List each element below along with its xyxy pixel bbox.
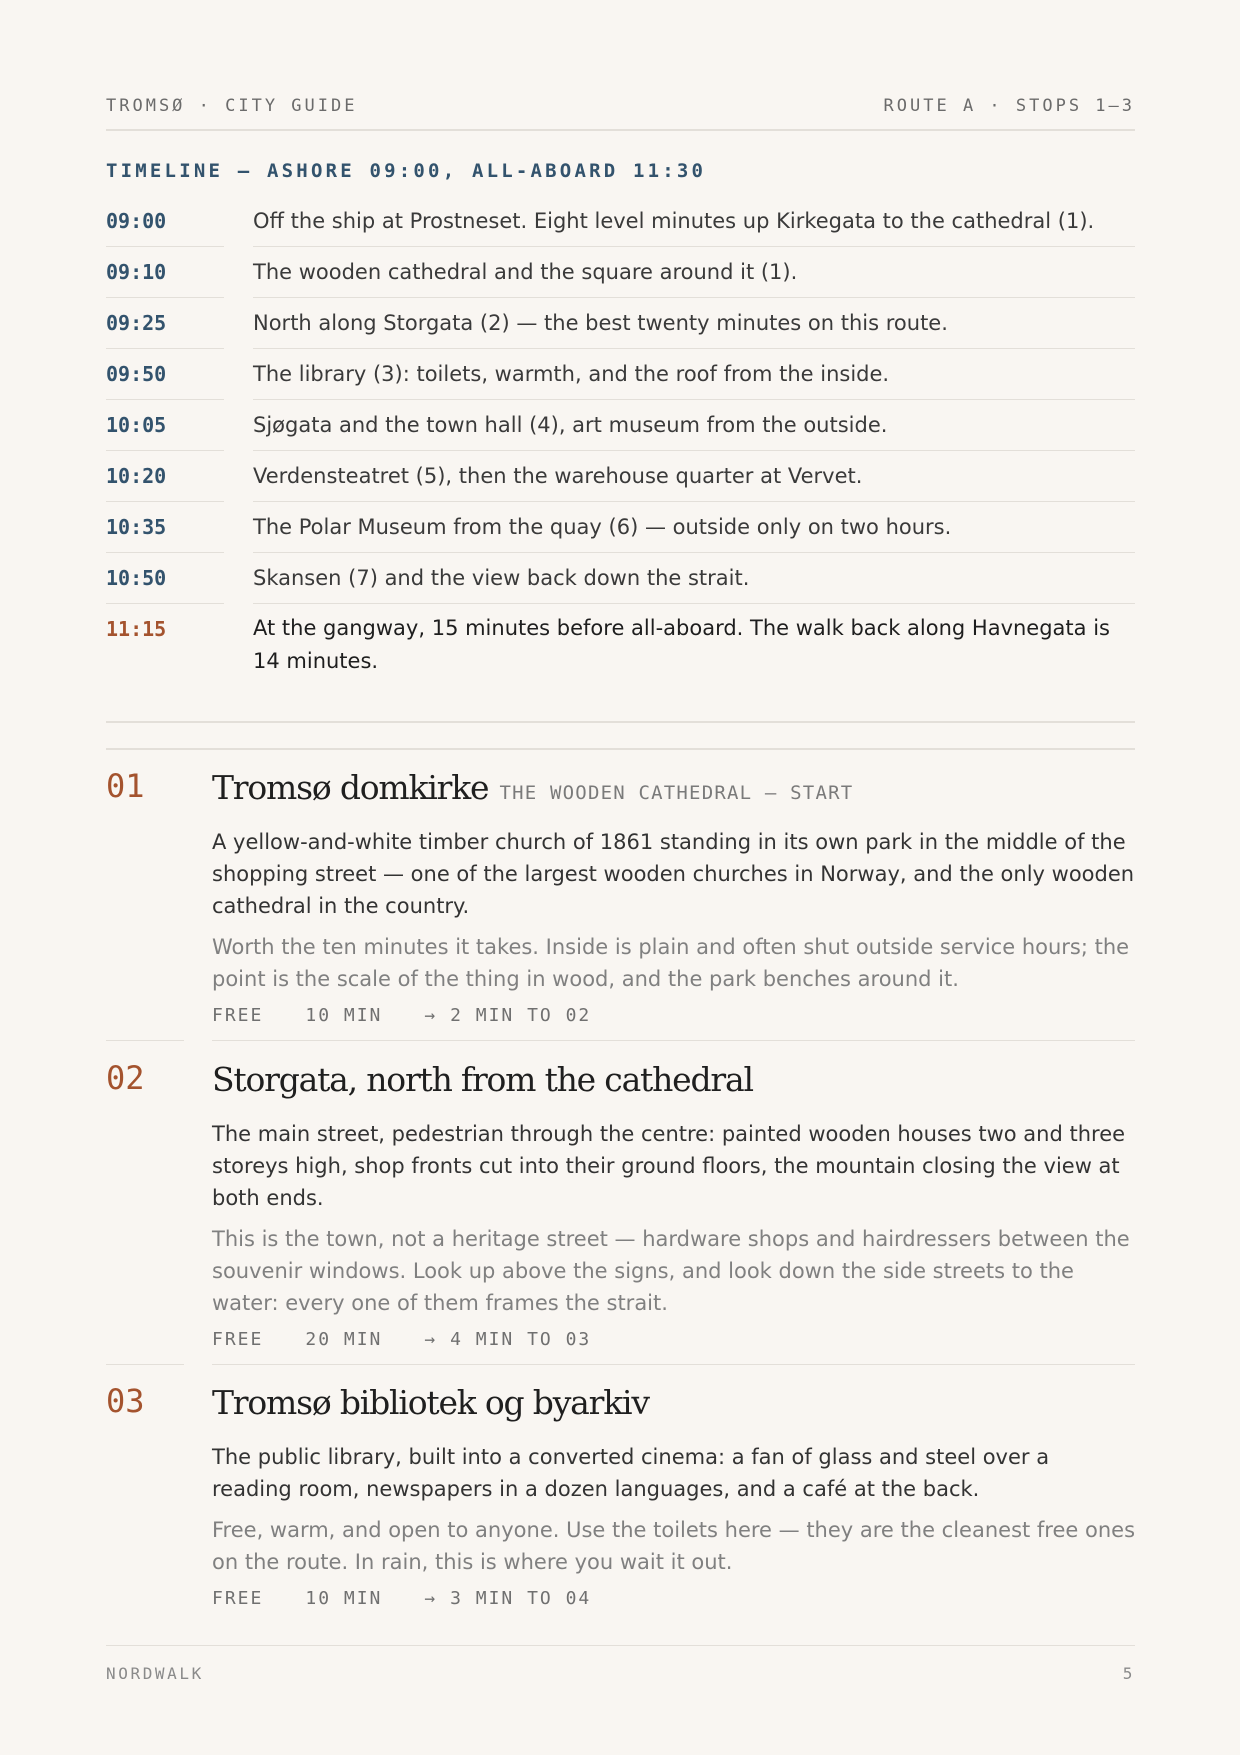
timeline xyxy=(106,196,1135,691)
stop-duration: 20 MIN xyxy=(305,1329,383,1350)
timeline-time: 11:15 xyxy=(106,617,167,641)
timeline-time: 10:50 xyxy=(106,553,224,604)
timeline-divider xyxy=(106,721,1135,723)
stop-body xyxy=(212,1383,1135,1609)
timeline-text: The library (3): toilets, warmth, and the roof from the inside. xyxy=(253,349,1135,400)
footer-publisher: NORDWALK xyxy=(106,1664,204,1683)
stop-note: This is the town, not a heritage street — hardware shops and hairdressers between the souvenir windows. Look up above the signs, and look down the side streets to the water: every one of them frames the strait. xyxy=(212,1227,1130,1315)
timeline-row xyxy=(106,553,1135,604)
stop-divider xyxy=(212,1364,1135,1365)
stop-meta xyxy=(212,1005,1135,1026)
stop-heading xyxy=(212,1383,1135,1429)
timeline-row xyxy=(106,298,1135,349)
timeline-row xyxy=(106,451,1135,502)
stop-next-walk: → 3 MIN TO 04 xyxy=(424,1588,592,1609)
timeline-row xyxy=(106,196,1135,247)
page-number: 5 xyxy=(1122,1664,1135,1683)
stop-title: Storgata, north from the cathedral xyxy=(212,1060,753,1099)
stop-number: 02 xyxy=(106,1059,145,1097)
stop-body xyxy=(212,1060,1135,1350)
timeline-text: Skansen (7) and the view back down the strait. xyxy=(253,553,1135,604)
footer-divider xyxy=(106,1645,1135,1646)
timeline-time: 10:35 xyxy=(106,502,224,553)
timeline-row-final xyxy=(106,604,1135,691)
timeline-time: 10:20 xyxy=(106,451,224,502)
stop-note: Worth the ten minutes it takes. Inside is plain and often shut outside service hours; the point is the scale of the thing in wood, and the park benches around it. xyxy=(212,935,1130,991)
stop-subtitle: THE WOODEN CATHEDRAL — START xyxy=(499,782,854,804)
header-route-label: ROUTE A · STOPS 1–3 xyxy=(883,96,1135,116)
timeline-text: Sjøgata and the town hall (4), art museum from the outside. xyxy=(253,400,1135,451)
header-guide-title: TROMSØ · CITY GUIDE xyxy=(106,96,358,116)
stop-divider xyxy=(106,1364,184,1365)
timeline-time: 09:10 xyxy=(106,247,224,298)
timeline-time: 09:00 xyxy=(106,196,224,247)
stop-heading xyxy=(212,768,1135,814)
header-divider xyxy=(106,129,1135,131)
guide-page xyxy=(106,0,1135,1755)
timeline-heading: TIMELINE — ASHORE 09:00, ALL-ABOARD 11:30 xyxy=(106,160,707,182)
stop-description: A yellow-and-white timber church of 1861 standing in its own park in the middle of the shopping street — one of the largest wooden churches in Norway, and the only wooden cathedral in the country. xyxy=(212,830,1135,918)
stop-title: Tromsø domkirke xyxy=(212,768,489,807)
timeline-text: Verdensteatret (5), then the warehouse quarter at Vervet. xyxy=(253,451,1135,502)
stop-title: Tromsø bibliotek og byarkiv xyxy=(212,1383,649,1422)
section-divider xyxy=(106,748,1135,750)
stop-price: FREE xyxy=(212,1588,264,1609)
timeline-time: 09:25 xyxy=(106,298,224,349)
stop-number: 03 xyxy=(106,1382,145,1420)
stop-meta xyxy=(212,1588,1135,1609)
stop-heading xyxy=(212,1060,1135,1106)
timeline-text: North along Storgata (2) — the best twenty minutes on this route. xyxy=(253,298,1135,349)
stop-description: The main street, pedestrian through the centre: painted wooden houses two and three storeys high, shop fronts cut into their ground floors, the mountain closing the view at both ends. xyxy=(212,1122,1126,1210)
stop-number: 01 xyxy=(106,767,145,805)
stop-description: The public library, built into a converted cinema: a fan of glass and steel over a reading room, newspapers in a dozen languages, and a café at the back. xyxy=(212,1445,1050,1501)
timeline-row xyxy=(106,349,1135,400)
stop-duration: 10 MIN xyxy=(305,1005,383,1026)
timeline-time: 09:50 xyxy=(106,349,224,400)
stop-next-walk: → 4 MIN TO 03 xyxy=(424,1329,592,1350)
stop-duration: 10 MIN xyxy=(305,1588,383,1609)
timeline-row xyxy=(106,247,1135,298)
timeline-row xyxy=(106,400,1135,451)
stop-note: Free, warm, and open to anyone. Use the toilets here — they are the cleanest free ones on the route. In rain, this is where you wait it out. xyxy=(212,1518,1136,1574)
timeline-text: The Polar Museum from the quay (6) — outside only on two hours. xyxy=(253,502,1135,553)
stop-body xyxy=(212,768,1135,1026)
stop-price: FREE xyxy=(212,1005,264,1026)
timeline-text: The wooden cathedral and the square around it (1). xyxy=(253,247,1135,298)
stop-divider xyxy=(106,1040,184,1041)
running-header xyxy=(106,96,1135,116)
stop-next-walk: → 2 MIN TO 02 xyxy=(424,1005,592,1026)
stop-price: FREE xyxy=(212,1329,264,1350)
stop-meta xyxy=(212,1329,1135,1350)
timeline-time: 10:05 xyxy=(106,400,224,451)
stop-divider xyxy=(212,1040,1135,1041)
timeline-text: At the gangway, 15 minutes before all-aboard. The walk back along Havnegata is 14 minutes. xyxy=(253,616,1110,673)
timeline-text: Off the ship at Prostneset. Eight level minutes up Kirkegata to the cathedral (1). xyxy=(253,196,1135,247)
timeline-row xyxy=(106,502,1135,553)
page-footer xyxy=(106,1664,1135,1683)
